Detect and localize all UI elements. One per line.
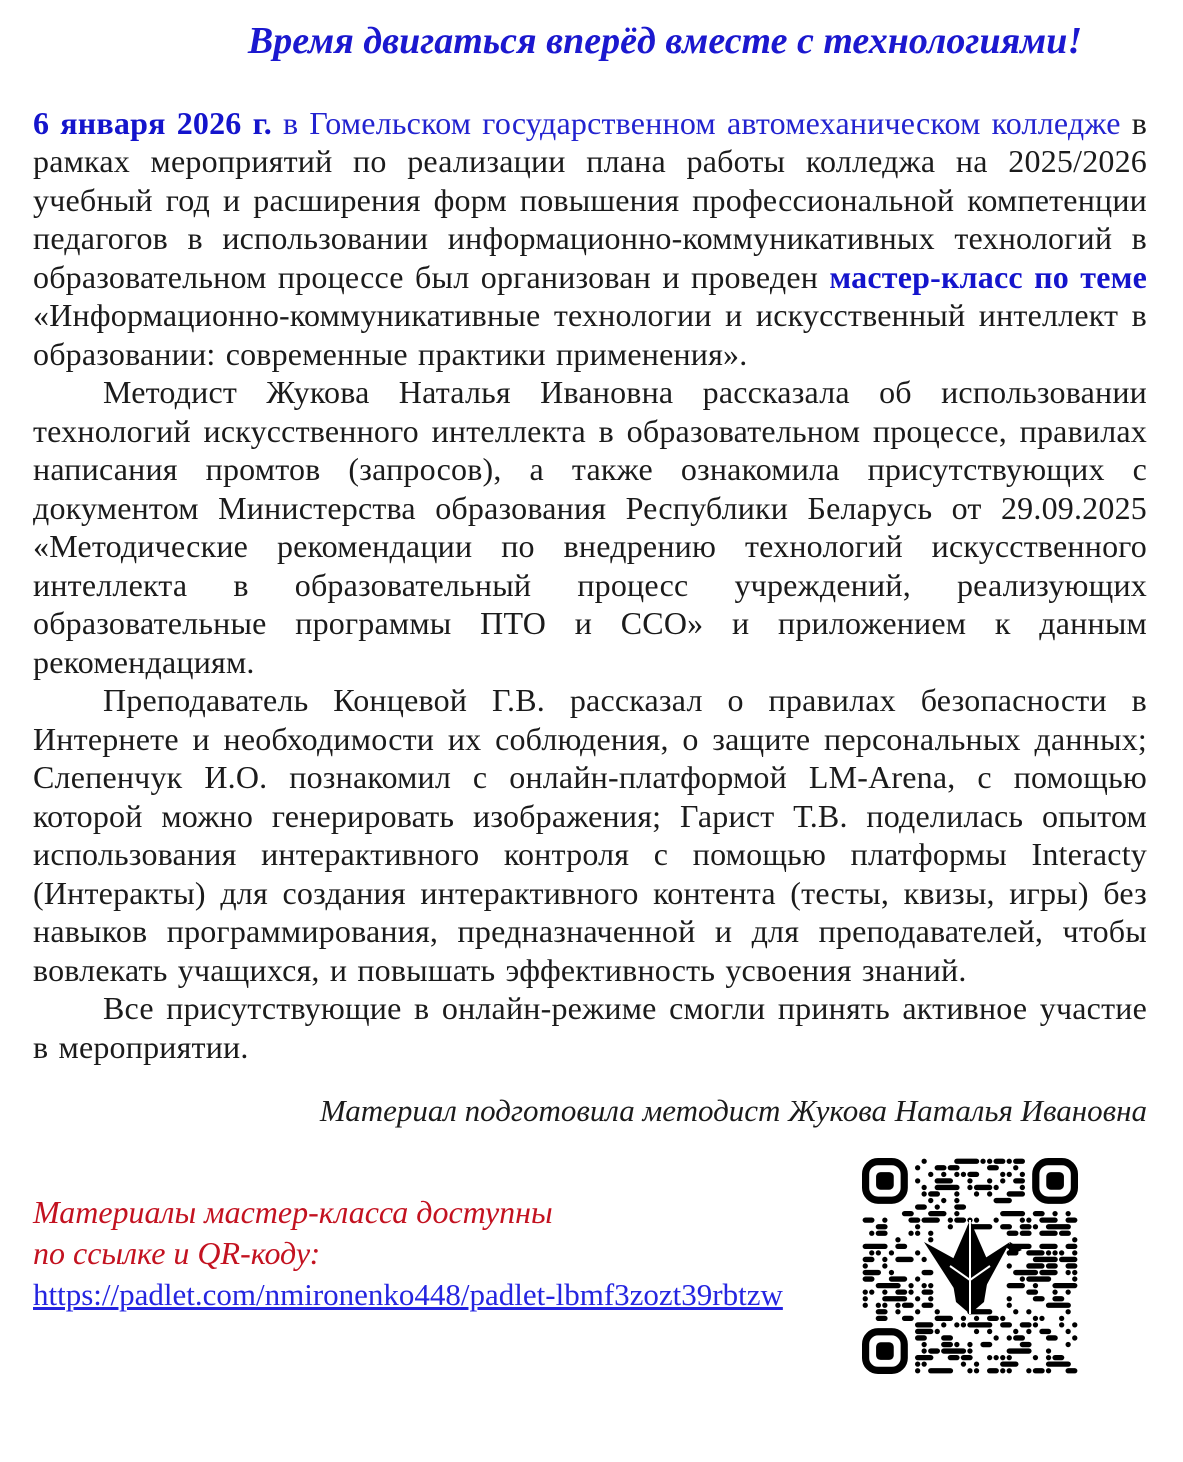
materials-note-line2: по ссылке и QR-коду:	[33, 1235, 321, 1271]
padlet-qr-code	[862, 1158, 1078, 1374]
padlet-link[interactable]: https://padlet.com/nmironenko448/padlet-lbmf3zozt39rbtzw	[33, 1277, 783, 1312]
intro-text-1: в рамках мероприятий по реализации плана работы колледжа на 2025/2026 учебный год и расширения форм повышения профессиональной компетенции педагогов в использовании информационно-коммуникативных технологий в образовательном процессе был организован и проведен	[33, 104, 1148, 295]
paragraph-teachers: Преподаватель Концевой Г.В. рассказал о правилах безопасности в Интернете и необходимости их соблюдения, о защите персональных данных; Слепенчук И.О. познакомил с онлайн-платформой LM-Arena, с помощью которой можно генерировать изображения; Гарист Т.В. поделилась опытом использования интерактивного контроля с помощью платформы Interacty (Интеракты) для создания интерактивного контента (тесты, квизы, игры) без навыков программирования, предназначенной и для преподавателей, чтобы вовлекать учащихся, и повышать эффективность усвоения знаний.	[33, 682, 1147, 988]
signature-line: Материал подготовила методист Жукова Наталья Ивановна	[319, 1093, 1147, 1129]
college-name: в Гомельском государственном автомеханическом колледже	[271, 104, 1121, 141]
intro-text-2: «Информационно-коммуникативные технологии и искусственный интеллект в образовании: современные практики применения».	[33, 297, 1147, 372]
materials-footer	[33, 1192, 823, 1314]
document-title: Время двигаться вперёд вместе с технологиями!	[247, 20, 1083, 62]
paragraph-participants: Все присутствующие в онлайн-режиме смогли принять активное участие в мероприятии.	[33, 990, 1147, 1065]
event-date: 6 января 2026 г.	[33, 104, 272, 141]
paragraph-intro	[33, 104, 1147, 374]
paragraph-methodist: Методист Жукова Наталья Ивановна рассказала об использовании технологий искусственного интеллекта в образовательном процессе, правилах написания промтов (запросов), а также ознакомила присутствующих с документом Министерства образования Республики Беларусь от 29.09.2025 «Методические рекомендации по внедрению технологий искусственного интеллекта в образовательный процесс учреждений, реализующих образовательные программы ПТО и ССО» и приложением к данным рекомендациям.	[33, 374, 1147, 680]
masterclass-label: мастер-класс по теме	[829, 258, 1148, 295]
materials-note-line1: Материалы мастер-класса доступны	[33, 1194, 553, 1230]
